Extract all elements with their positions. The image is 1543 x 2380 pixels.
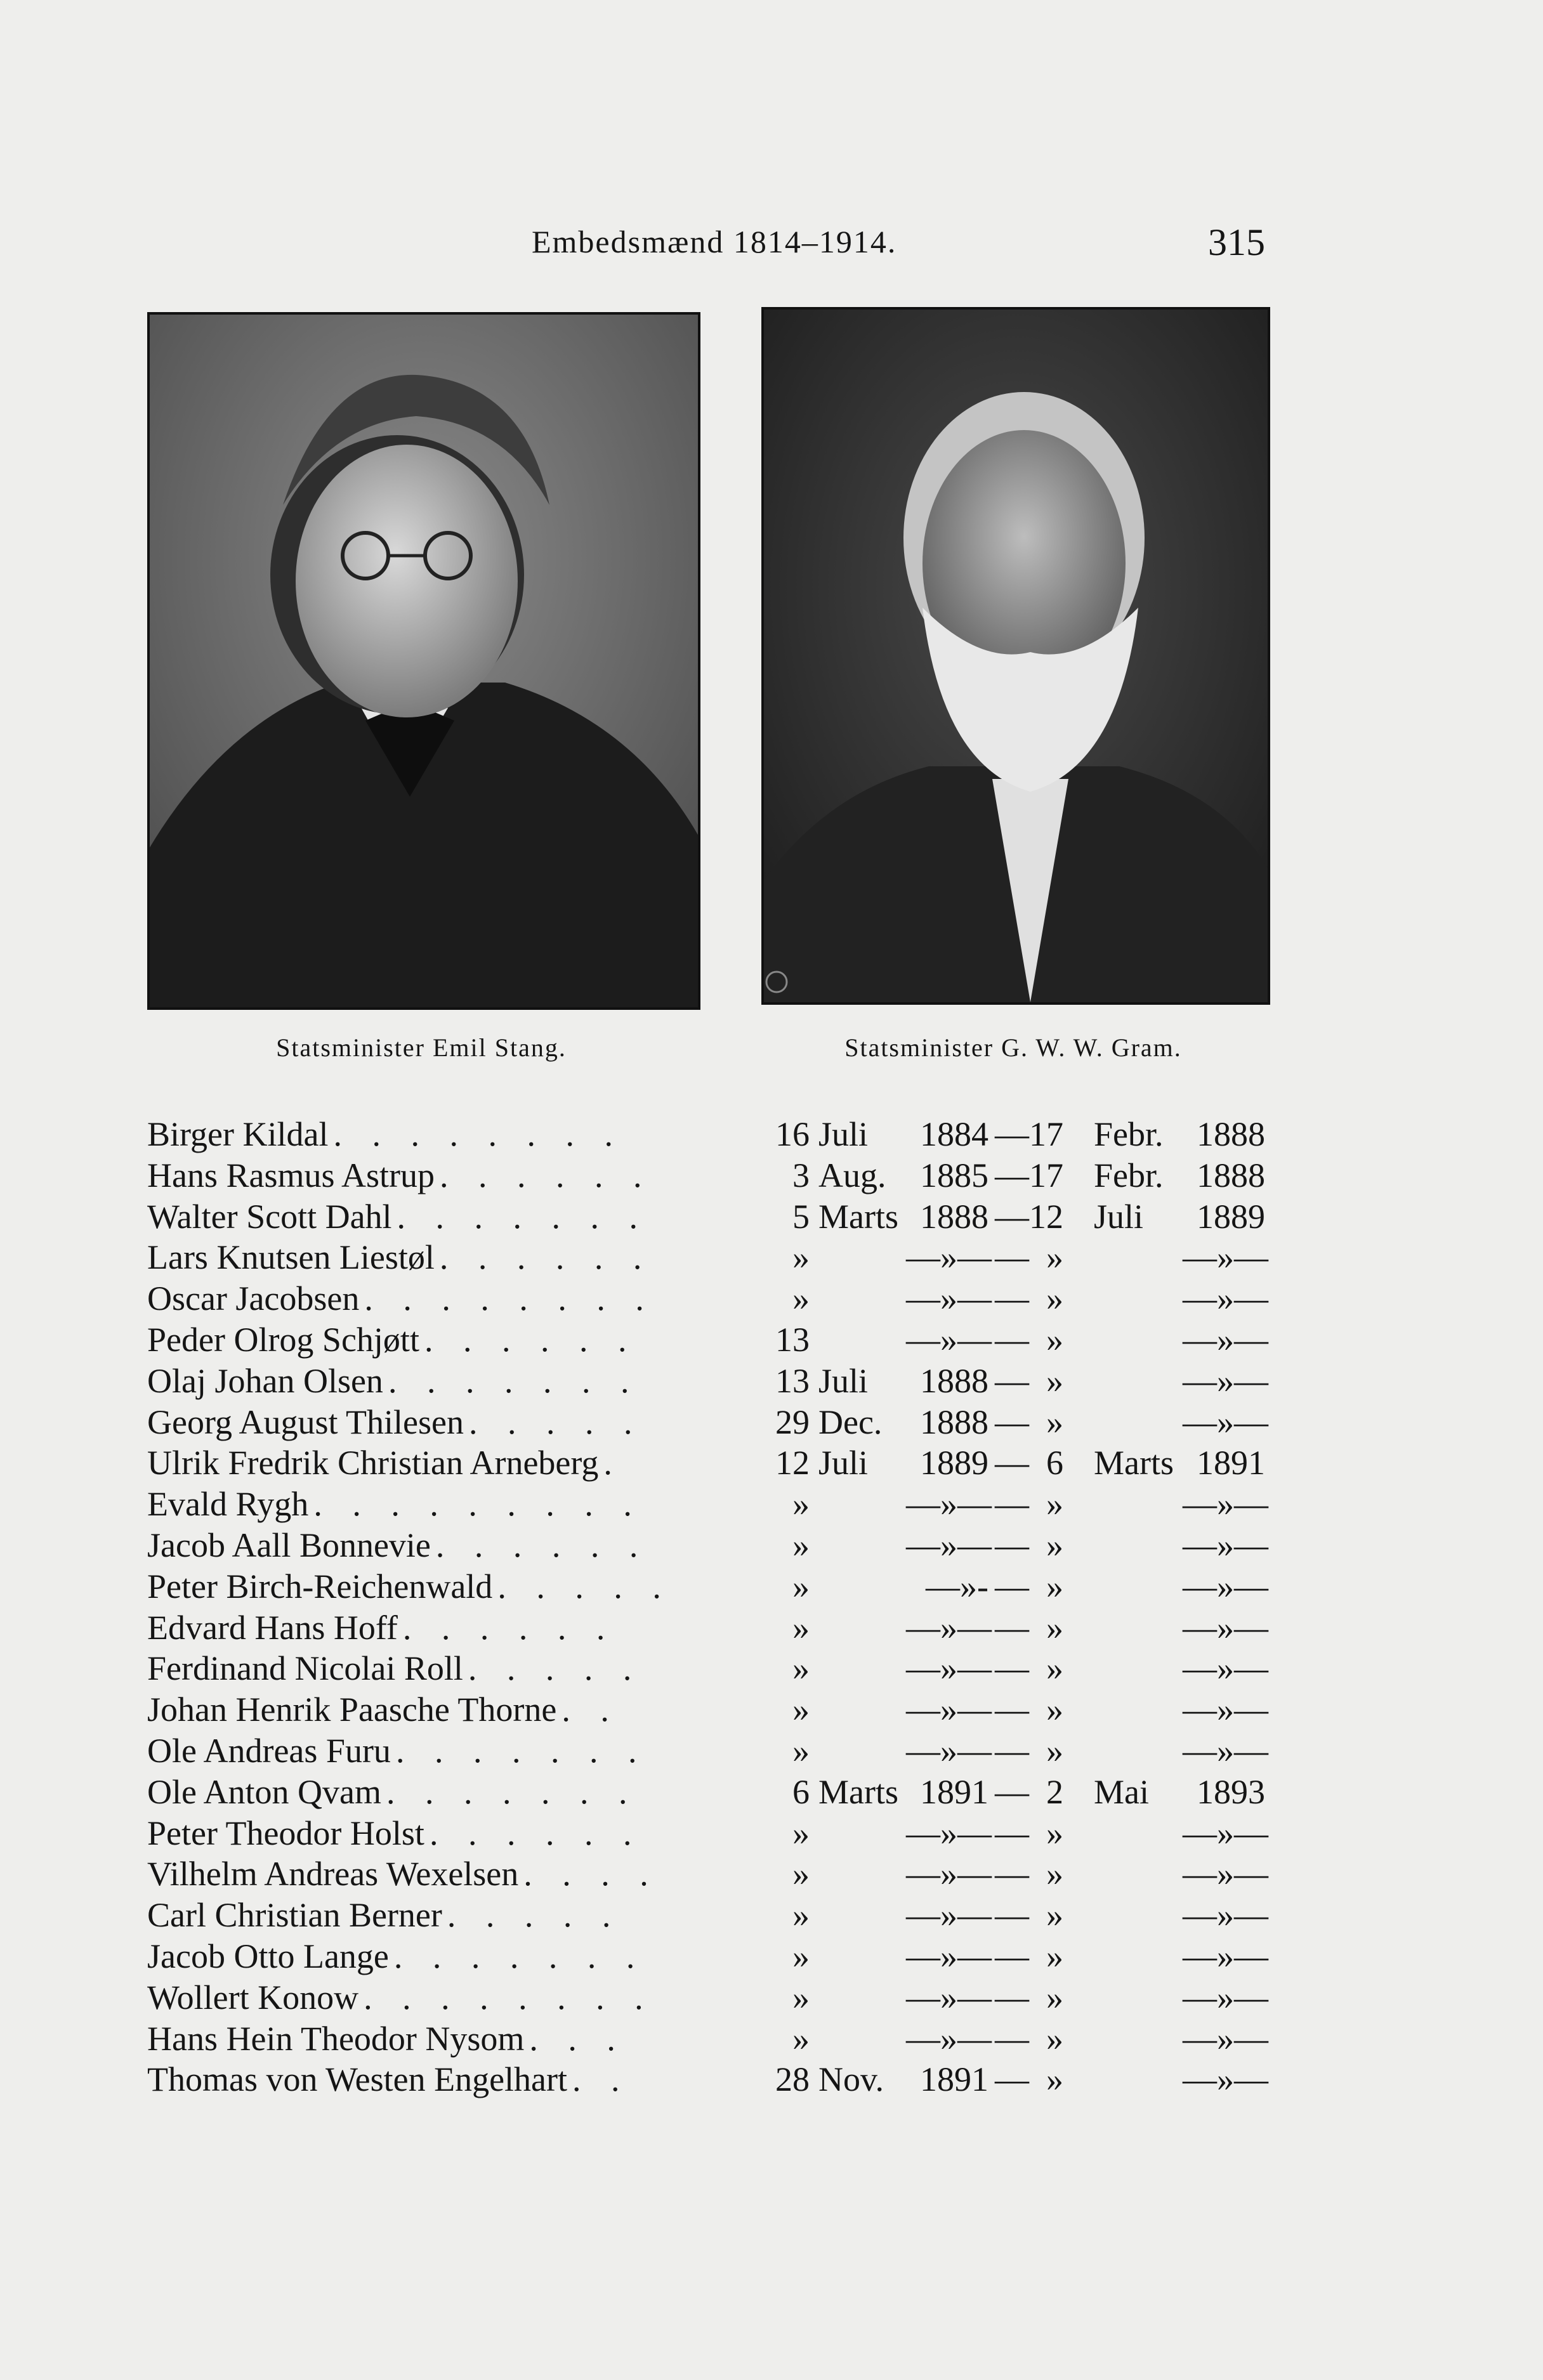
start-year: —»— <box>906 1320 992 1359</box>
start-day: 5 <box>792 1197 810 1236</box>
date-range-dash: — <box>995 1855 1029 1893</box>
roster-row <box>147 1607 1289 1649</box>
start-year: —»— <box>906 1814 992 1852</box>
start-day: 16 <box>775 1115 810 1153</box>
roster-row <box>147 1402 1289 1443</box>
roster-row <box>147 1278 1289 1319</box>
date-range-dash: — <box>995 1115 1029 1153</box>
date-range-dash: — <box>995 1649 1029 1688</box>
start-year: —»— <box>906 1978 992 2017</box>
leader-dots: . . . . . . . . <box>364 1279 655 1318</box>
official-name: Vilhelm Andreas Wexelsen <box>147 1855 519 1893</box>
roster-row <box>147 1854 1289 1895</box>
start-day: » <box>792 1567 810 1605</box>
end-year: —»— <box>1183 1279 1268 1318</box>
leader-dots: . . . . . . . . <box>333 1115 624 1153</box>
end-day: » <box>1046 1855 1063 1893</box>
leader-dots: . . <box>561 1690 620 1729</box>
official-name: Peter Birch-Reichenwald <box>147 1567 493 1605</box>
start-day: » <box>792 1608 810 1647</box>
end-day: » <box>1046 1485 1063 1524</box>
start-year: 1891 <box>920 2060 988 2099</box>
end-day: 17 <box>1029 1115 1063 1153</box>
official-name-cell <box>147 1813 750 1854</box>
end-year: —»— <box>1183 1567 1268 1605</box>
end-year: —»— <box>1183 1608 1268 1647</box>
portrait-photo-left <box>147 312 700 1010</box>
date-range-dash: — <box>995 1403 1029 1441</box>
leader-dots: . . . . . . . . <box>364 1978 654 2017</box>
start-year: —»— <box>906 1238 992 1277</box>
end-day: » <box>1046 1608 1063 1647</box>
end-year: —»— <box>1183 1690 1268 1729</box>
end-day: » <box>1046 1238 1063 1277</box>
roster-row <box>147 1484 1289 1525</box>
start-day: » <box>792 1896 810 1935</box>
end-day: » <box>1046 1567 1063 1605</box>
start-year: —»— <box>906 1690 992 1729</box>
start-year: —»— <box>906 1279 992 1318</box>
end-month: Mai <box>1094 1772 1149 1811</box>
official-name: Birger Kildal <box>147 1115 329 1153</box>
start-year: 1885 <box>920 1156 988 1194</box>
official-name-cell <box>147 2018 750 2059</box>
start-year: 1888 <box>920 1197 988 1236</box>
official-name: Evald Rygh <box>147 1485 309 1524</box>
portrait-caption-left: Statsminister Emil Stang. <box>276 1033 567 1062</box>
official-name: Walter Scott Dahl <box>147 1197 392 1236</box>
official-name-cell <box>147 2059 750 2100</box>
leader-dots: . . . . . . . <box>393 1937 646 1975</box>
end-year: —»— <box>1183 1978 1268 2017</box>
end-day: » <box>1046 2019 1063 2058</box>
end-month: Febr. <box>1094 1115 1164 1153</box>
roster-row <box>147 2018 1289 2060</box>
date-range-dash: — <box>995 1526 1029 1564</box>
roster-row <box>147 1895 1289 1936</box>
roster-row <box>147 1566 1289 1607</box>
leader-dots: . . . . . . <box>424 1320 638 1359</box>
official-name: Johan Henrik Paasche Thorne <box>147 1690 557 1729</box>
official-name: Lars Knutsen Liestøl <box>147 1238 435 1277</box>
leader-dots: . . . . . . <box>435 1526 649 1564</box>
official-name-cell <box>147 1402 750 1442</box>
start-year: —»— <box>906 1937 992 1975</box>
end-month: Juli <box>1094 1197 1144 1236</box>
roster-row <box>147 1689 1289 1730</box>
start-year: —»— <box>906 1896 992 1935</box>
start-month: Nov. <box>818 2060 884 2099</box>
date-range-dash: — <box>995 1238 1029 1277</box>
date-range-dash: — <box>995 1731 1029 1770</box>
official-name: Peter Theodor Holst <box>147 1814 424 1852</box>
end-day: » <box>1046 1896 1063 1935</box>
start-day: » <box>792 1690 810 1729</box>
end-day: » <box>1046 1526 1063 1564</box>
start-day: » <box>792 1526 810 1564</box>
start-day: 3 <box>792 1156 810 1194</box>
date-range-dash: — <box>995 1608 1029 1647</box>
end-day: » <box>1046 1361 1063 1400</box>
date-range-dash: — <box>995 1197 1029 1236</box>
date-range-dash: — <box>995 1896 1029 1935</box>
start-year: —»— <box>906 1608 992 1647</box>
official-name: Hans Rasmus Astrup <box>147 1156 435 1194</box>
start-month: Aug. <box>818 1156 886 1194</box>
official-name: Thomas von Westen Engelhart <box>147 2060 568 2099</box>
start-year: —»— <box>906 1485 992 1524</box>
start-day: » <box>792 1814 810 1852</box>
end-year: —»— <box>1183 2060 1268 2099</box>
official-name: Hans Hein Theodor Nysom <box>147 2019 525 2058</box>
roster-row <box>147 2059 1289 2100</box>
roster-row <box>147 1977 1289 2018</box>
end-year: —»— <box>1183 1649 1268 1688</box>
date-range-dash: — <box>995 2019 1029 2058</box>
date-range-dash: — <box>995 1978 1029 2017</box>
roster-row <box>147 1319 1289 1361</box>
date-range-dash: — <box>995 1485 1029 1524</box>
roster-row <box>147 1442 1289 1484</box>
official-name-cell <box>147 1648 750 1689</box>
date-range-dash: — <box>995 1690 1029 1729</box>
start-month: Juli <box>818 1444 869 1482</box>
date-range-dash: — <box>995 1320 1029 1359</box>
official-name-cell <box>147 1442 750 1483</box>
date-range-dash: — <box>995 1279 1029 1318</box>
leader-dots: . . . . . . <box>402 1608 616 1647</box>
date-range-dash: — <box>995 1156 1029 1194</box>
end-year: —»— <box>1183 1403 1268 1441</box>
end-day: 12 <box>1029 1197 1063 1236</box>
official-name-cell <box>147 1114 750 1154</box>
end-day: » <box>1046 1320 1063 1359</box>
start-year: 1889 <box>920 1444 988 1482</box>
roster-row <box>147 1525 1289 1566</box>
start-day: » <box>792 1238 810 1277</box>
official-name-cell <box>147 1566 750 1607</box>
leader-dots: . . . . . <box>468 1403 643 1441</box>
end-day: » <box>1046 1403 1063 1441</box>
end-day: » <box>1046 1690 1063 1729</box>
date-range-dash: — <box>995 1567 1029 1605</box>
leader-dots: . <box>603 1444 623 1482</box>
official-name-cell <box>147 1484 750 1524</box>
end-day: 17 <box>1029 1156 1063 1194</box>
end-year: —»— <box>1183 1896 1268 1935</box>
start-year: —»— <box>906 2019 992 2058</box>
end-month: Marts <box>1094 1444 1174 1482</box>
date-range-dash: — <box>995 1361 1029 1400</box>
official-name: Georg August Thilesen <box>147 1403 464 1441</box>
official-name: Ferdinand Nicolai Roll <box>147 1649 463 1688</box>
start-day: » <box>792 1279 810 1318</box>
official-name-cell <box>147 1319 750 1360</box>
end-year: —»— <box>1183 1320 1268 1359</box>
leader-dots: . . . . . <box>447 1896 622 1935</box>
official-name-cell <box>147 1278 750 1319</box>
roster-row <box>147 1730 1289 1772</box>
official-name-cell <box>147 1730 750 1771</box>
roster-row <box>147 1936 1289 1977</box>
official-name-cell <box>147 1854 750 1894</box>
portrait-caption-right: Statsminister G. W. W. Gram. <box>844 1033 1182 1062</box>
portrait-photo-right <box>761 307 1270 1005</box>
date-range-dash: — <box>995 1937 1029 1975</box>
start-day: 13 <box>775 1361 810 1400</box>
official-name: Edvard Hans Hoff <box>147 1608 398 1647</box>
leader-dots: . . . . . . <box>439 1238 653 1277</box>
official-name-cell <box>147 1361 750 1401</box>
official-name-cell <box>147 1155 750 1196</box>
official-name-cell <box>147 1977 750 2018</box>
start-day: » <box>792 2019 810 2058</box>
start-day: 6 <box>792 1772 810 1811</box>
official-name-cell <box>147 1237 750 1278</box>
roster-row <box>147 1772 1289 1813</box>
end-year: 1888 <box>1197 1115 1265 1153</box>
leader-dots: . . . . . <box>468 1649 643 1688</box>
official-name-cell <box>147 1936 750 1977</box>
end-year: —»— <box>1183 1937 1268 1975</box>
end-month: Febr. <box>1094 1156 1164 1194</box>
end-year: —»— <box>1183 1238 1268 1277</box>
start-month: Marts <box>818 1197 898 1236</box>
date-range-dash: — <box>995 1444 1029 1482</box>
official-name-cell <box>147 1525 750 1566</box>
end-year: 1891 <box>1197 1444 1265 1482</box>
officials-roster <box>147 1114 1289 2100</box>
end-day: » <box>1046 1814 1063 1852</box>
end-year: 1893 <box>1197 1772 1265 1811</box>
end-year: —»— <box>1183 2019 1268 2058</box>
leader-dots: . . . . . . <box>440 1156 653 1194</box>
official-name: Carl Christian Berner <box>147 1896 442 1935</box>
official-name-cell <box>147 1196 750 1237</box>
roster-row <box>147 1237 1289 1278</box>
end-year: —»— <box>1183 1485 1268 1524</box>
running-head: Embedsmænd 1814–1914. <box>532 224 897 259</box>
official-name: Ole Anton Qvam <box>147 1772 381 1811</box>
date-range-dash: — <box>995 1814 1029 1852</box>
leader-dots: . . . . . . . <box>395 1731 648 1770</box>
end-day: » <box>1046 2060 1063 2099</box>
start-year: —»— <box>906 1649 992 1688</box>
official-name-cell <box>147 1772 750 1812</box>
official-name: Olaj Johan Olsen <box>147 1361 383 1400</box>
start-day: 28 <box>775 2060 810 2099</box>
leader-dots: . . . . . . . <box>386 1772 638 1811</box>
start-year: —»- <box>926 1567 988 1605</box>
official-name: Oscar Jacobsen <box>147 1279 360 1318</box>
start-day: » <box>792 1855 810 1893</box>
end-day: 6 <box>1046 1444 1063 1482</box>
official-name: Jacob Otto Lange <box>147 1937 389 1975</box>
official-name-cell <box>147 1607 750 1648</box>
leader-dots: . . . . . <box>497 1567 672 1605</box>
end-day: » <box>1046 1978 1063 2017</box>
end-year: 1888 <box>1197 1156 1265 1194</box>
start-year: 1891 <box>920 1772 988 1811</box>
roster-row <box>147 1114 1289 1155</box>
official-name: Ole Andreas Furu <box>147 1731 391 1770</box>
leader-dots: . . . . . . . . . <box>313 1485 643 1524</box>
start-year: —»— <box>906 1526 992 1564</box>
end-year: —»— <box>1183 1855 1268 1893</box>
leader-dots: . . . . . . . <box>397 1197 649 1236</box>
start-day: » <box>792 1649 810 1688</box>
leader-dots: . . . . . . . <box>388 1361 640 1400</box>
start-day: » <box>792 1978 810 2017</box>
end-day: » <box>1046 1279 1063 1318</box>
start-day: 13 <box>775 1320 810 1359</box>
leader-dots: . . . . <box>523 1855 659 1893</box>
official-name: Peder Olrog Schjøtt <box>147 1320 419 1359</box>
roster-row <box>147 1155 1289 1196</box>
end-day: » <box>1046 1731 1063 1770</box>
roster-row <box>147 1648 1289 1689</box>
start-month: Dec. <box>818 1403 883 1441</box>
end-day: 2 <box>1046 1772 1063 1811</box>
leader-dots: . . <box>572 2060 631 2099</box>
start-year: —»— <box>906 1855 992 1893</box>
official-name: Jacob Aall Bonnevie <box>147 1526 431 1564</box>
official-name: Wollert Konow <box>147 1978 359 2017</box>
roster-row <box>147 1813 1289 1854</box>
date-range-dash: — <box>995 2060 1029 2099</box>
start-day: 12 <box>775 1444 810 1482</box>
roster-row <box>147 1196 1289 1238</box>
start-year: 1888 <box>920 1403 988 1441</box>
end-year: —»— <box>1183 1814 1268 1852</box>
official-name-cell <box>147 1895 750 1935</box>
start-year: —»— <box>906 1731 992 1770</box>
official-name: Ulrik Fredrik Christian Arneberg <box>147 1444 599 1482</box>
end-year: 1889 <box>1197 1197 1265 1236</box>
end-year: —»— <box>1183 1731 1268 1770</box>
start-day: 29 <box>775 1403 810 1441</box>
official-name-cell <box>147 1689 750 1730</box>
start-year: 1884 <box>920 1115 988 1153</box>
start-day: » <box>792 1937 810 1975</box>
start-month: Marts <box>818 1772 898 1811</box>
date-range-dash: — <box>995 1772 1029 1811</box>
end-year: —»— <box>1183 1361 1268 1400</box>
start-month: Juli <box>818 1115 869 1153</box>
end-year: —»— <box>1183 1526 1268 1564</box>
start-day: » <box>792 1485 810 1524</box>
roster-row <box>147 1361 1289 1402</box>
start-month: Juli <box>818 1361 869 1400</box>
leader-dots: . . . . . . <box>429 1814 643 1852</box>
start-year: 1888 <box>920 1361 988 1400</box>
page-number: 315 <box>1208 221 1265 263</box>
end-day: » <box>1046 1937 1063 1975</box>
end-day: » <box>1046 1649 1063 1688</box>
start-day: » <box>792 1731 810 1770</box>
leader-dots: . . . <box>529 2019 626 2058</box>
